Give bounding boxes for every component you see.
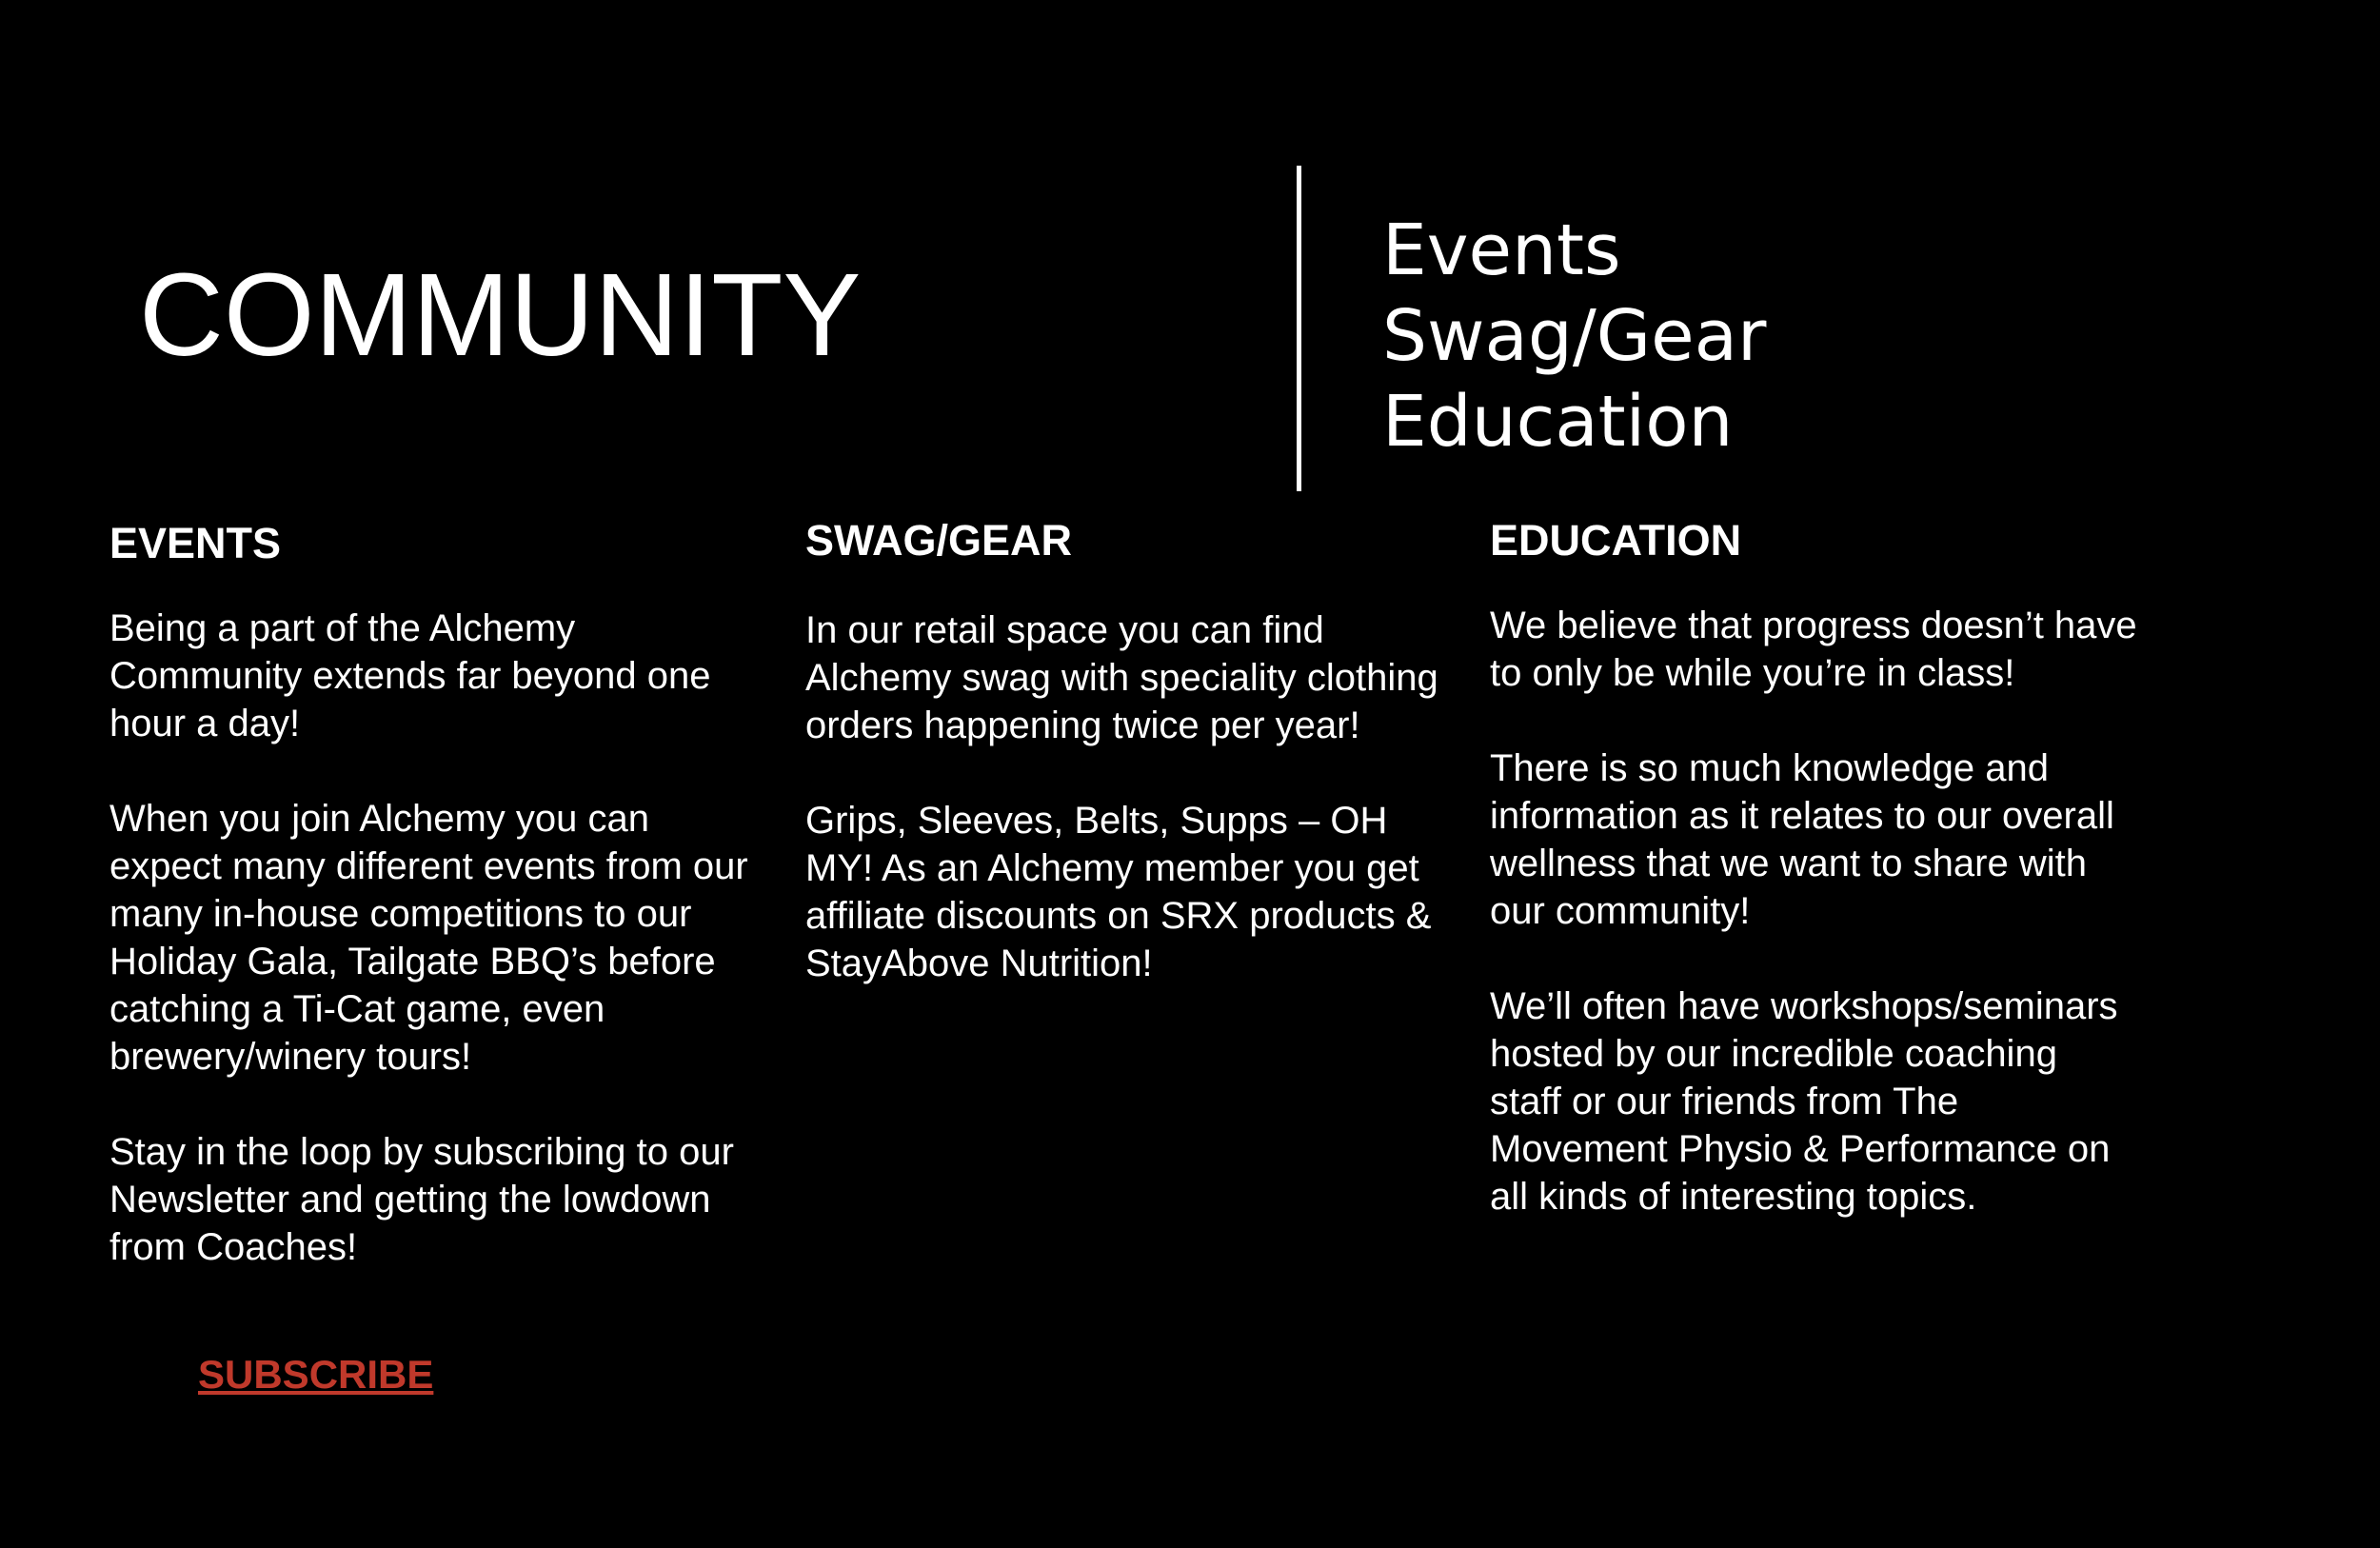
events-section (109, 519, 757, 1271)
education-section (1490, 516, 2137, 1221)
swag-gear-paragraph: In our retail space you can find Alchemy swag with speciality clothing orders happening twice per year! (805, 609, 1438, 746)
nav-item-events[interactable]: Events (1382, 209, 1621, 291)
education-paragraph: We’ll often have workshops/seminars hosted by our incredible coaching staff or our friends from The Movement Physio & Performance on all kinds of interesting topics. (1490, 985, 2118, 1218)
events-body (109, 605, 757, 1271)
swag-gear-paragraph: Grips, Sleeves, Belts, Supps – OH MY! As an Alchemy member you get affiliate discounts on SRX products & StayAbove Nutrition! (805, 800, 1432, 984)
subscribe-link[interactable]: SUBSCRIBE (198, 1352, 434, 1397)
events-heading: EVENTS (109, 519, 282, 567)
education-heading: EDUCATION (1490, 516, 1742, 565)
education-paragraph: We believe that progress doesn’t have to only be while you’re in class! (1490, 605, 2137, 694)
events-paragraph: When you join Alchemy you can expect many different events from our many in-house competitions to our Holiday Gala, Tailgate BBQ’s before catching a Ti-Cat game, even brewery/winery tours! (109, 798, 748, 1078)
events-paragraph: Stay in the loop by subscribing to our Newsletter and getting the lowdown from Coaches! (109, 1131, 734, 1268)
swag-gear-body (805, 606, 1453, 987)
education-paragraph: There is so much knowledge and information as it relates to our overall wellness that we want to share with our community! (1490, 747, 2114, 932)
section-nav (1382, 208, 1766, 465)
nav-item-education[interactable]: Education (1382, 381, 1734, 463)
vertical-divider (1297, 166, 1301, 491)
swag-gear-section (805, 516, 1453, 987)
education-body (1490, 602, 2137, 1221)
nav-item-swag-gear[interactable]: Swag/Gear (1382, 295, 1767, 377)
events-paragraph: Being a part of the Alchemy Community extends far beyond one hour a day! (109, 607, 711, 744)
page-title: COMMUNITY (139, 250, 862, 381)
swag-gear-heading: SWAG/GEAR (805, 516, 1073, 565)
